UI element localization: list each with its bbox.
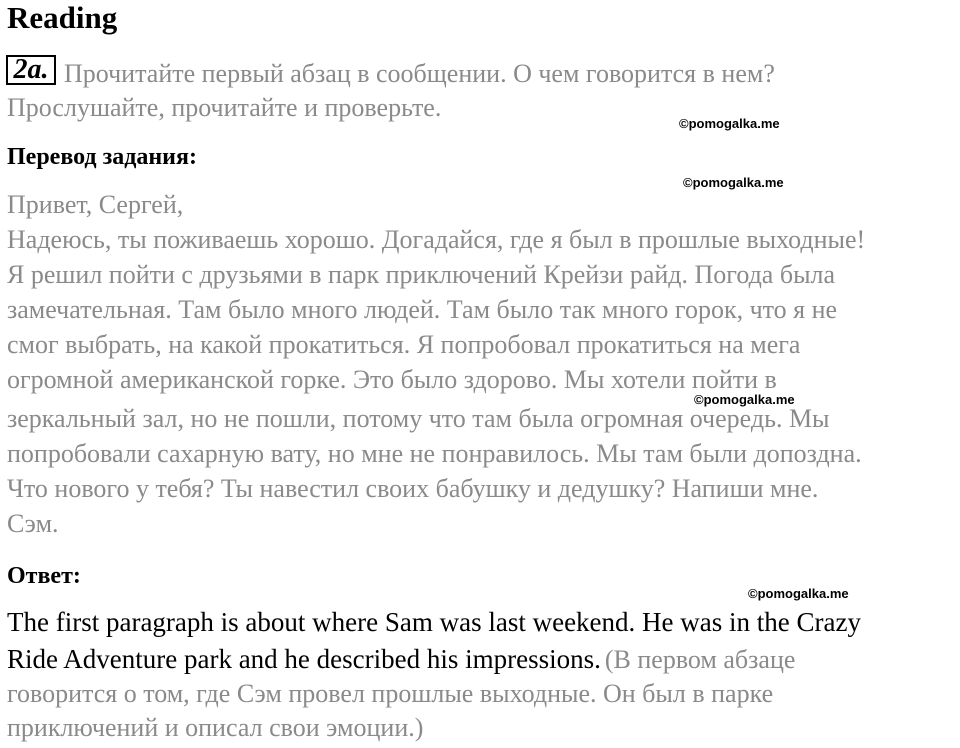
translation-line: огромной американской горке. Это было здорово. Мы хотели пойти в <box>7 365 777 394</box>
watermark: ©pomogalka.me <box>748 586 849 601</box>
watermark: ©pomogalka.me <box>683 175 784 190</box>
watermark: ©pomogalka.me <box>679 116 780 131</box>
translation-line: Что нового у тебя? Ты навестил своих бабушку и дедушку? Напиши мне. <box>7 474 819 503</box>
answer-line-2-russian: (В первом абзаце <box>604 645 796 674</box>
translation-line: смог выбрать, на какой прокатиться. Я попробовал прокатиться на мега <box>7 330 801 359</box>
answer-line-2-english: Ride Adventure park and he described his impressions. <box>7 644 601 674</box>
answer-heading: Ответ: <box>7 563 81 589</box>
task-text-line-1: Прочитайте первый абзац в сообщении. О чем говорится в нем? <box>64 59 775 88</box>
translation-line: Я решил пойти с друзьями в парк приключений Крейзи райд. Погода была <box>7 260 836 289</box>
answer-line-2 <box>7 642 795 681</box>
translation-heading: Перевод задания: <box>7 144 197 170</box>
translation-line: Сэм. <box>7 509 59 538</box>
answer-line-4: приключений и описал свои эмоции.) <box>7 713 424 742</box>
translation-line: попробовали сахарную вату, но мне не понравилось. Мы там были допоздна. <box>7 439 862 468</box>
translation-line: Привет, Сергей, <box>7 190 184 219</box>
translation-line: Надеюсь, ты поживаешь хорошо. Догадайся, где я был в прошлые выходные! <box>7 225 866 254</box>
translation-line: зеркальный зал, но не пошли, потому что там была огромная очередь. Мы <box>7 404 830 433</box>
task-number-badge: 2a. <box>6 55 56 85</box>
section-title: Reading <box>7 0 118 35</box>
watermark: ©pomogalka.me <box>694 392 795 407</box>
translation-line: замечательная. Там было много людей. Там было так много горок, что я не <box>7 295 838 324</box>
answer-line-1: The first paragraph is about where Sam was last weekend. He was in the Crazy <box>7 607 861 637</box>
task-text-line-2: Прослушайте, прочитайте и проверьте. <box>7 93 442 122</box>
answer-line-3: говорится о том, где Сэм провел прошлые выходные. Он был в парке <box>7 679 774 708</box>
